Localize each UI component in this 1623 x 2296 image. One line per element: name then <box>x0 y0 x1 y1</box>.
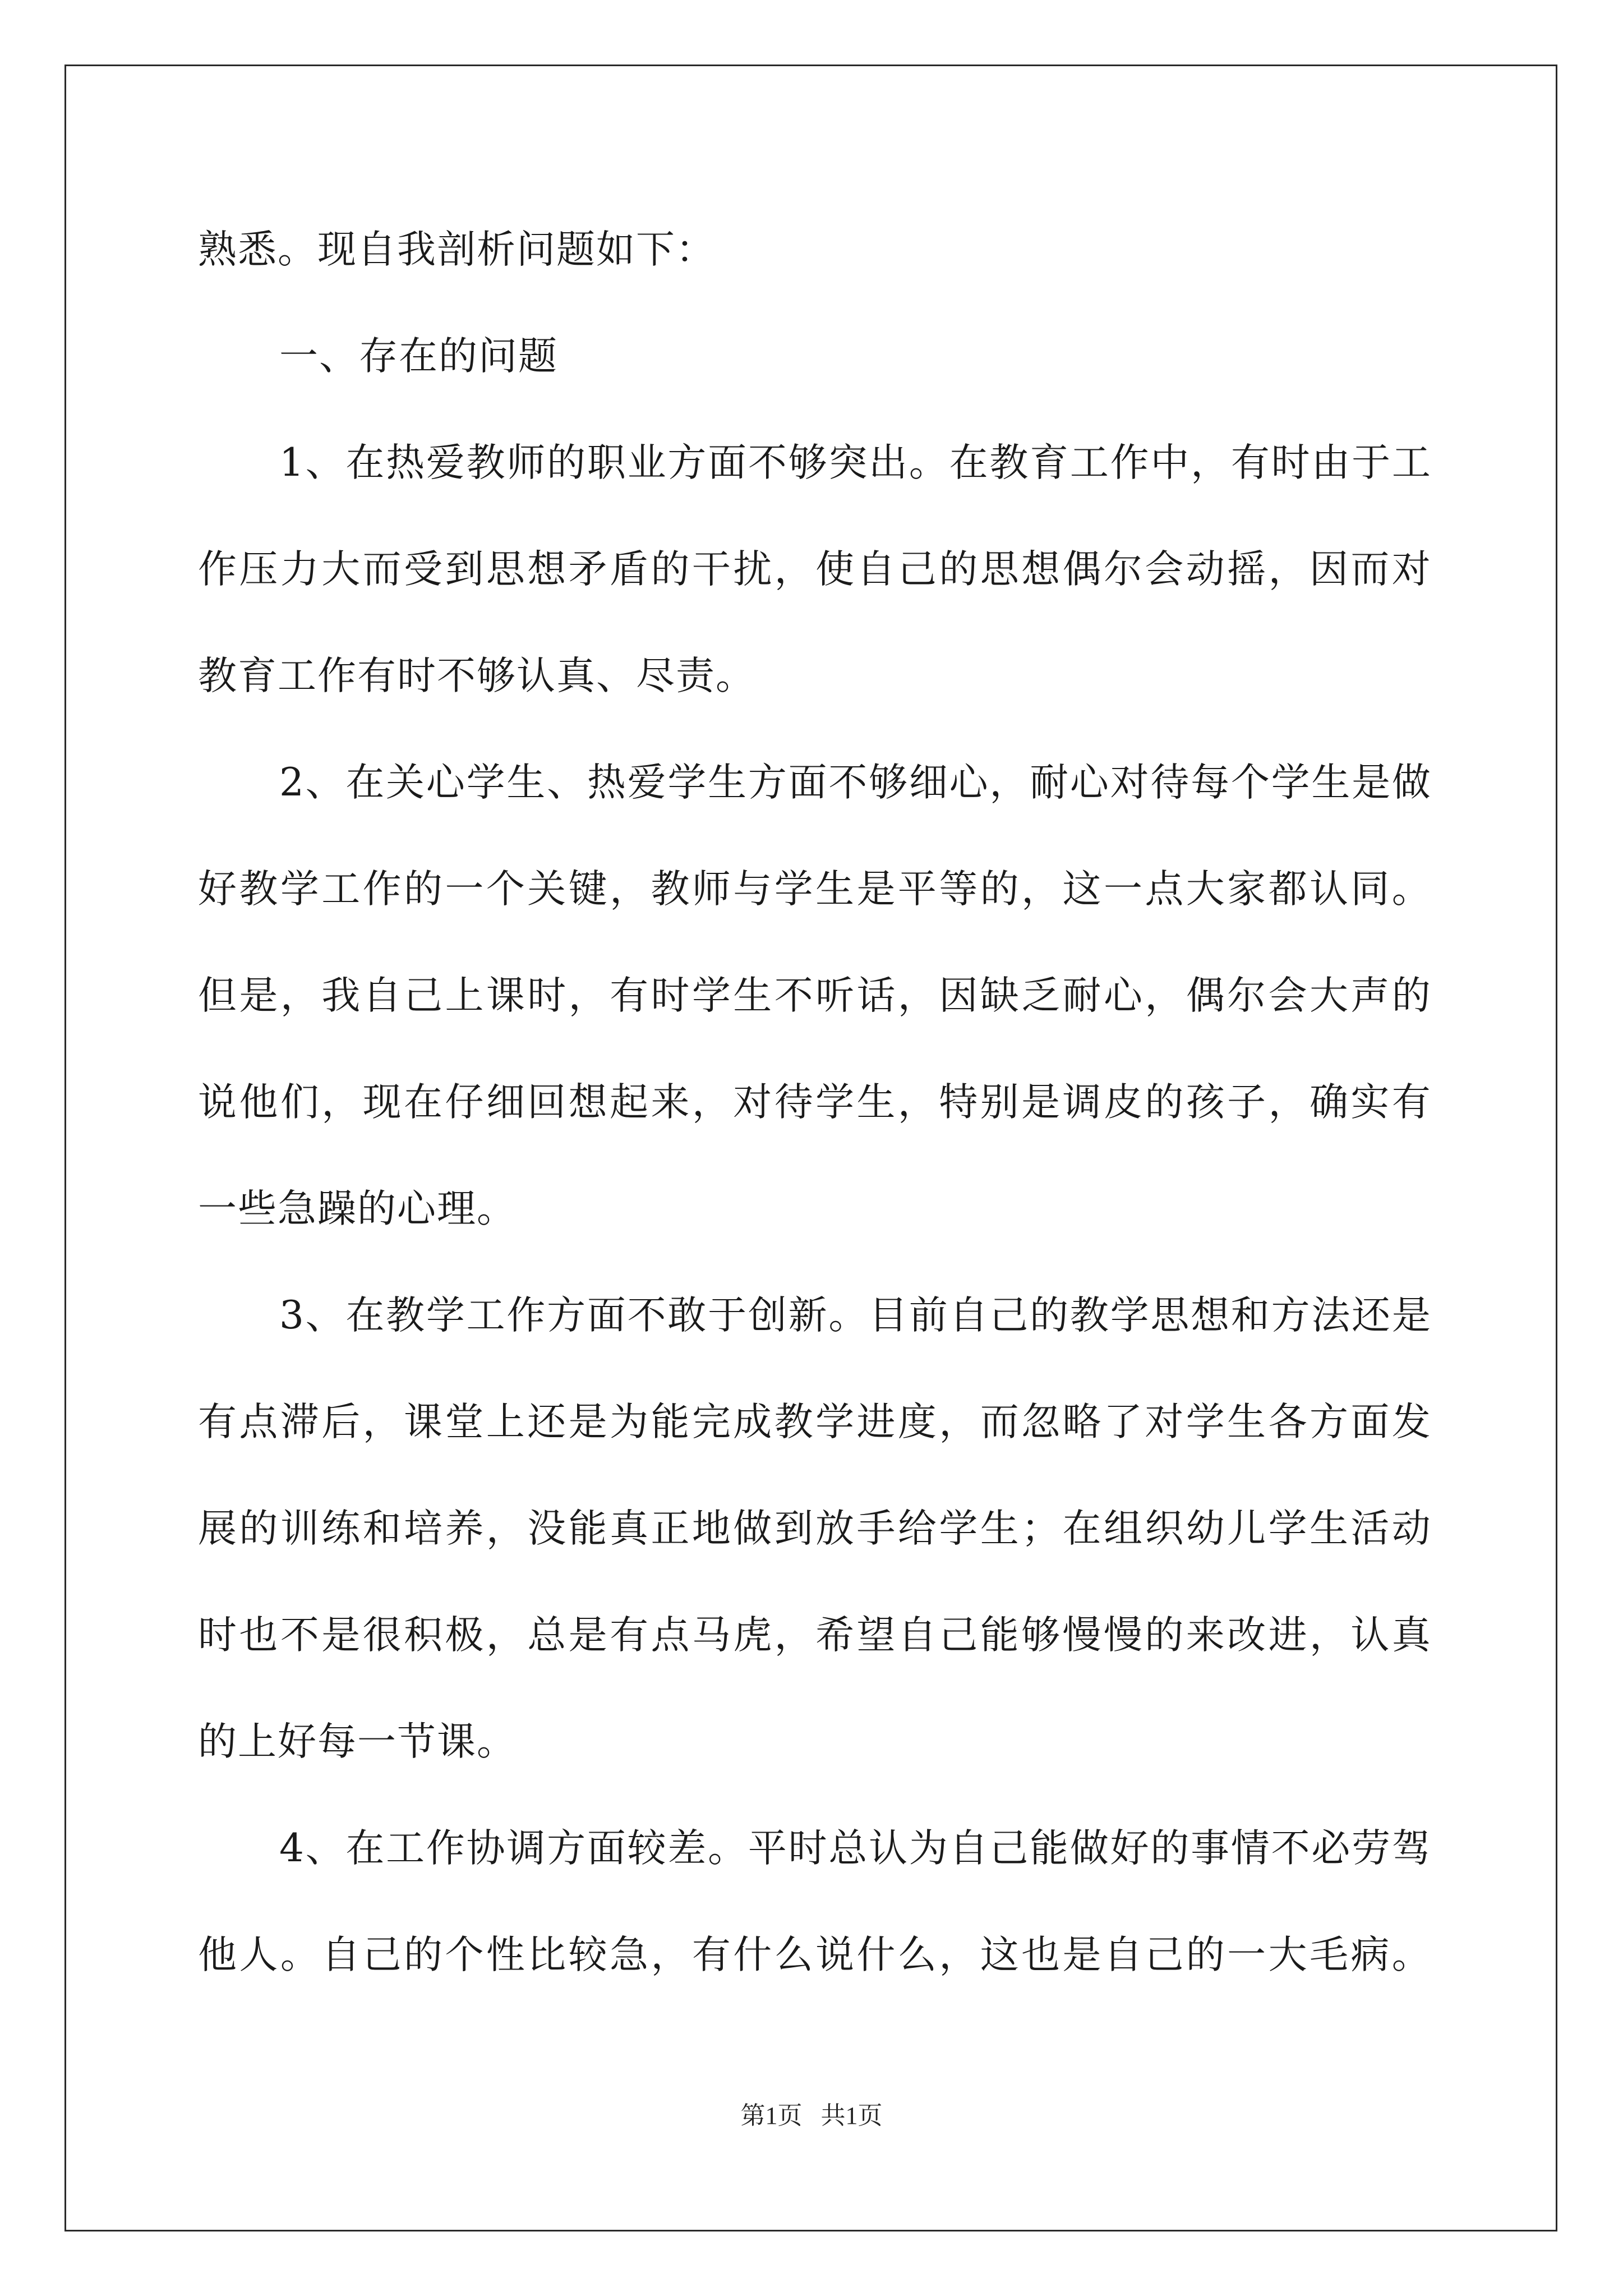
text-line <box>198 962 1432 1069</box>
text-line <box>198 855 1432 962</box>
text-line <box>198 1388 1432 1495</box>
text-line: 熟悉。现自我剖析问题如下： <box>198 227 716 272</box>
justified-line: 有 点 滞 后 ， 课 堂 上 还 是 为 能 完 成 教 学 进 度 ， 而 忽 略 了 对 学 生 各 方 面 发 <box>198 1400 1432 1444</box>
text-line <box>198 536 1432 642</box>
text-line <box>198 1921 1432 2028</box>
justified-line: 4 、 在 工 作 协 调 方 面 较 差 。 平 时 总 认 为 自 己 能 做 好 的 事 情 不 必 劳 驾 <box>279 1826 1432 1871</box>
justified-line: 说 他 们 ， 现 在 仔 细 回 想 起 来 ， 对 待 学 生 ， 特 别 是 调 皮 的 孩 子 ， 确 实 有 <box>198 1080 1432 1125</box>
text-line <box>198 1602 1432 1708</box>
text-line <box>198 749 1432 855</box>
text-line <box>198 1069 1432 1175</box>
text-line <box>198 429 1432 536</box>
page-footer: 第1页 共1页 <box>740 2102 883 2129</box>
justified-line: 1 、 在 热 爱 教 师 的 职 业 方 面 不 够 突 出 。 在 教 育 工 作 中 ， 有 时 由 于 工 <box>279 440 1432 485</box>
justified-line: 展 的 训 练 和 培 养 ， 没 能 真 正 地 做 到 放 手 给 学 生 ； 在 组 织 幼 儿 学 生 活 动 <box>198 1506 1432 1551</box>
text-line <box>198 1282 1432 1388</box>
justified-line: 3 、 在 教 学 工 作 方 面 不 敢 于 创 新 。 目 前 自 己 的 教 学 思 想 和 方 法 还 是 <box>279 1293 1432 1338</box>
justified-line: 好 教 学 工 作 的 一 个 关 键 ， 教 师 与 学 生 是 平 等 的 ， 这 一 点 大 家 都 认 同 。 <box>198 867 1432 912</box>
justified-line: 他 人 。 自 己 的 个 性 比 较 急 ， 有 什 么 说 什 么 ， 这 也 是 自 己 的 一 大 毛 病 。 <box>198 1932 1432 1977</box>
text-line <box>198 1495 1432 1602</box>
text-line: 的上好每一节课。 <box>198 1719 517 1764</box>
text-line: 教育工作有时不够认真、尽责。 <box>198 654 755 698</box>
text-line <box>198 1815 1432 1921</box>
document-body <box>198 216 1432 2028</box>
justified-line: 但 是 ， 我 自 己 上 课 时 ， 有 时 学 生 不 听 话 ， 因 缺 乏 耐 心 ， 偶 尔 会 大 声 的 <box>198 973 1432 1018</box>
text-line: 一、存在的问题 <box>279 334 558 379</box>
text-line: 一些急躁的心理。 <box>198 1186 517 1231</box>
justified-line: 作 压 力 大 而 受 到 思 想 矛 盾 的 干 扰 ， 使 自 己 的 思 想 偶 尔 会 动 摇 ， 因 而 对 <box>198 547 1432 592</box>
justified-line: 时 也 不 是 很 积 极 ， 总 是 有 点 马 虎 ， 希 望 自 己 能 够 慢 慢 的 来 改 进 ， 认 真 <box>198 1613 1432 1658</box>
justified-line: 2 、 在 关 心 学 生 、 热 爱 学 生 方 面 不 够 细 心 ， 耐 心 对 待 每 个 学 生 是 做 <box>279 760 1432 805</box>
